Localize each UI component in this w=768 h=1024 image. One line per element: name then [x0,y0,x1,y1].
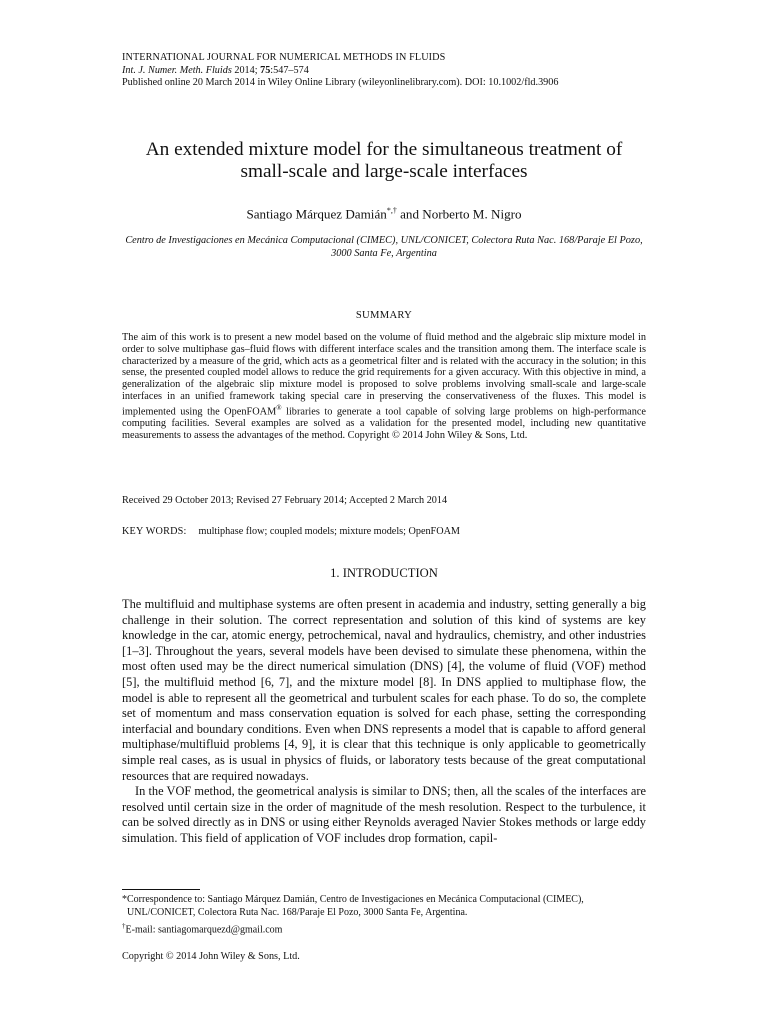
paper-title [122,139,646,183]
citation-journal: Int. J. Numer. Meth. Fluids [122,64,232,76]
summary-part-2: libraries to generate a tool capable of solving large problems on high-performance computing facilities. Several examples are solved as a validation for the presented model, including new quantitative measurements to assess the advantages of the method. Copyright © 2014 John Wiley & Sons, Ltd. [122,406,647,441]
journal-name: INTERNATIONAL JOURNAL FOR NUMERICAL METHODS IN FLUIDS [122,52,446,63]
paragraph-1: The multifluid and multiphase systems are often present in academia and industry, setting generally a big challenge in their solution. The correct representation and solution of this kind of systems are key knowledge in the car, atomic energy, petrochemical, naval and hydraulics, chemistry, and other industries [1–3]. Throughout the years, several models have been devised to simulate these phenomena, within the most often used may be the direct numerical simulation (DNS) [4], the volume of fluid (VOF) method [5], the multifluid method [6, 7], and the mixture model [8]. In DNS applied to multiphase flow, the model is able to represent all the geometrical and turbulent scales for each phase. To do so, the complete set of momentum and mass conservation equation is solved for each phase, setting the corresponding interfacial and boundary conditions. Even when DNS represents a model that is capable to afford general multiphase/multifluid problems [4, 9], it is clear that this technique is only applicable to geometrically simple real cases, as is usual in physics of fluids, or laboratory tests because of the great computational resources that are required nowadays. [122,597,646,783]
email-mark: † [122,921,126,930]
author-2: Norberto M. Nigro [422,206,522,222]
introduction-body [122,597,646,847]
citation-pages: :547–574 [270,64,309,76]
email-text: E-mail: santiagomarquezd@gmail.com [125,923,283,935]
footnote-rule [122,889,200,890]
citation-year: 2014; [231,64,261,76]
summary-part-1: The aim of this work is to present a new model based on the volume of fluid method and the algebraic slip mixture model in order to solve multiphase gas–fluid flows with different interface scales and the transition among them. The interface scale is characterized by a measure of the grid, which acts as a geometrical filter and is related with the accuracy in the solution; in this sense, the presented coupled model allows to reduce the grid requirements for a given accuracy. With this objective in mind, a generalization of the algebraic slip mixture model is proposed to solve problems involving small-scale and large-scale interfaces in an unified framework taking special care in preserving the conservativeness of the fluxes. This model is implemented using the OpenFOAM [122,332,646,418]
title-line-1: An extended mixture model for the simultaneous treatment of [145,139,623,160]
paragraph-2: In the VOF method, the geometrical analysis is similar to DNS; then, all the scales of the interfaces are resolved until certain size in the order of magnitude of the mesh resolution. Respect to the turbulence, it can be solved directly as in DNS or using either Reynolds averaged Navier Stokes methods or large eddy simulation. This field of application of VOF includes drop formation, capil- [122,784,646,845]
section-heading-introduction: 1. INTRODUCTION [330,566,438,580]
copyright-footer: Copyright © 2014 John Wiley & Sons, Ltd. [122,951,300,962]
published-line: Published online 20 March 2014 in Wiley Online Library (wileyonlinelibrary.com). DOI: 10.1002/fld.3906 [122,77,559,88]
received-dates: Received 29 October 2013; Revised 27 February 2014; Accepted 2 March 2014 [122,495,448,506]
author-1-marks: *,† [386,206,397,215]
footnotes [122,894,646,937]
citation-volume: 75 [260,64,271,76]
author-list [122,206,646,222]
author-1: Santiago Márquez Damián [246,206,387,222]
summary-heading: SUMMARY [355,310,413,321]
footnote-email [122,920,646,937]
journal-citation [122,65,652,78]
footnote-correspondence: *Correspondence to: Santiago Márquez Damián, Centro de Investigaciones en Mecánica Computacional (CIMEC), UNL/CONICET, Colectora Ruta Nac. 168/Paraje El Pozo, 3000 Santa Fe, Argentina. [122,894,584,918]
keywords-label: KEY WORDS: [122,526,187,537]
summary-text [122,332,646,442]
author-conjunction: and [396,206,423,222]
keywords-text: multiphase flow; coupled models; mixture models; OpenFOAM [198,526,460,537]
journal-header [122,52,652,90]
title-line-2: small-scale and large-scale interfaces [240,161,528,182]
affiliation: Centro de Investigaciones en Mecánica Computacional (CIMEC), UNL/CONICET, Colectora Ruta Nac. 168/Paraje El Pozo, 3000 Santa Fe, Argentina [125,235,643,259]
keywords [122,526,646,537]
registered-mark: ® [276,403,282,412]
